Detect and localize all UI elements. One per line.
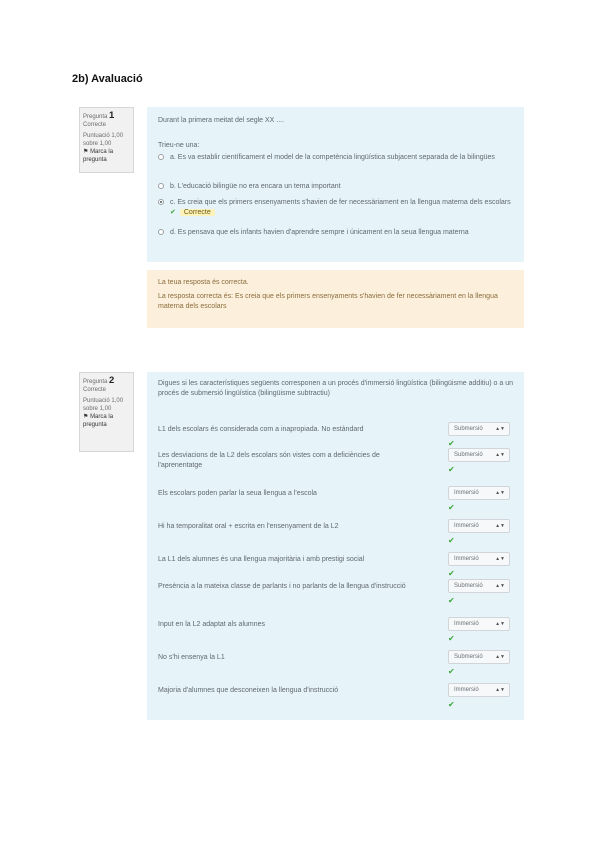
- question-number: 2: [109, 375, 115, 386]
- statement-text: L1 dels escolars és considerada com a inapropiada. No estàndard: [158, 426, 364, 433]
- question-label: Pregunta: [83, 114, 108, 120]
- statement-row: [158, 582, 523, 608]
- answer-select[interactable]: Immersió ▲▼: [448, 486, 510, 500]
- answer-select[interactable]: Immersió ▲▼: [448, 552, 510, 566]
- statement-text: Hi ha temporalitat oral + escrita en l'ensenyament de la L2: [158, 523, 339, 530]
- feedback-correct-answer: La resposta correcta és: Es creia que els primers ensenyaments s'havien de fer necessàriament en la llengua materna dels escolars: [158, 293, 498, 310]
- option-text: c. Es creia que els primers ensenyaments s'havien de fer necessàriament en la llengua materna dels escolars: [170, 199, 511, 206]
- statement-text: La L1 dels alumnes és una llengua majoritària i amb prestigi social: [158, 556, 365, 563]
- check-icon: ✔: [448, 667, 455, 676]
- option-c[interactable]: [158, 198, 513, 218]
- answer-select[interactable]: Submersió ▲▼: [448, 422, 510, 436]
- question-label: Pregunta: [83, 379, 108, 385]
- radio-button[interactable]: [158, 229, 164, 235]
- check-icon: ✔: [448, 439, 455, 448]
- flag-label: Marca la pregunta: [83, 149, 114, 163]
- check-icon: ✔: [448, 503, 455, 512]
- statement-text: Les desviacions de la L2 dels escolars són vistes com a deficiències de l'aprenentatge: [158, 452, 380, 469]
- statement-text: Input en la L2 adaptat als alumnes: [158, 621, 266, 628]
- option-text: a. Es va establir científicament el model de la competència lingüística subjacent separada de la bilingües: [170, 154, 495, 161]
- check-icon: ✔: [448, 465, 455, 474]
- answer-select[interactable]: Submersió ▲▼: [448, 448, 510, 462]
- chevron-updown-icon: ▲▼: [495, 583, 505, 589]
- correct-badge: Correcte: [180, 209, 215, 216]
- option-b[interactable]: [158, 182, 513, 192]
- answer-select[interactable]: Immersió ▲▼: [448, 519, 510, 533]
- statement-row: [158, 489, 523, 515]
- question-2-content: [147, 372, 524, 720]
- option-d[interactable]: [158, 228, 513, 238]
- question-1-feedback: [147, 270, 524, 328]
- chevron-updown-icon: ▲▼: [495, 621, 505, 627]
- chevron-updown-icon: ▲▼: [495, 452, 505, 458]
- question-status: Correcte: [83, 122, 107, 128]
- chevron-updown-icon: ▲▼: [495, 654, 505, 660]
- question-text: Durant la primera meitat del segle XX ....: [158, 117, 285, 124]
- check-icon: ✔: [448, 569, 455, 578]
- answer-select[interactable]: Immersió ▲▼: [448, 683, 510, 697]
- answer-select[interactable]: Submersió ▲▼: [448, 650, 510, 664]
- option-a[interactable]: [158, 153, 513, 163]
- question-number: 1: [109, 110, 115, 121]
- question-1-content: [147, 107, 524, 262]
- question-score: Puntuació 1,00 sobre 1,00: [83, 398, 124, 412]
- statement-row: [158, 620, 523, 646]
- flag-label: Marca la pregunta: [83, 414, 114, 428]
- statement-row: [158, 451, 523, 477]
- statement-text: No s'hi ensenya la L1: [158, 654, 225, 661]
- chevron-updown-icon: ▲▼: [495, 556, 505, 562]
- statement-row: [158, 686, 523, 712]
- feedback-result: La teua resposta és correcta.: [158, 279, 249, 286]
- radio-button[interactable]: [158, 183, 164, 189]
- statement-text: Presència a la mateixa classe de parlants i no parlants de la llengua d'instrucció: [158, 583, 406, 590]
- question-text: Digues si les característiques següents corresponen a un procés d'immersió lingüística (bilingüisme additiu) o a un procés de submersió lingüística (bilingüisme subtractiu): [158, 380, 514, 397]
- check-icon: ✔: [448, 596, 455, 605]
- answer-select[interactable]: Immersió ▲▼: [448, 617, 510, 631]
- question-1-info: [79, 107, 134, 173]
- question-score: Puntuació 1,00 sobre 1,00: [83, 133, 124, 147]
- answer-select[interactable]: Submersió ▲▼: [448, 579, 510, 593]
- flag-question-button[interactable]: [83, 413, 130, 429]
- check-icon: ✔: [448, 700, 455, 709]
- statement-row: [158, 522, 523, 548]
- question-status: Correcte: [83, 387, 107, 393]
- chevron-updown-icon: ▲▼: [495, 687, 505, 693]
- statement-text: Els escolars poden parlar la seua llengua a l'escola: [158, 490, 317, 497]
- option-text: d. Es pensava que els infants havien d'aprendre sempre i únicament en la seua llengua materna: [170, 229, 469, 236]
- statement-row: [158, 555, 523, 581]
- check-icon: ✔: [170, 209, 176, 216]
- chevron-updown-icon: ▲▼: [495, 523, 505, 529]
- chevron-updown-icon: ▲▼: [495, 490, 505, 496]
- flag-question-button[interactable]: [83, 148, 130, 164]
- chevron-updown-icon: ▲▼: [495, 426, 505, 432]
- statement-row: [158, 653, 523, 679]
- check-icon: ✔: [448, 634, 455, 643]
- radio-button-selected[interactable]: [158, 199, 164, 205]
- flag-icon: ⚑: [83, 414, 89, 420]
- answer-prompt: Trieu-ne una:: [158, 142, 200, 149]
- question-2-info: [79, 372, 134, 452]
- statement-text: Majoria d'alumnes que desconeixen la llengua d'instrucció: [158, 687, 339, 694]
- option-text: b. L'educació bilingüe no era encara un tema important: [170, 183, 341, 190]
- flag-icon: ⚑: [83, 149, 89, 155]
- page-title: 2b) Avaluació: [72, 73, 143, 85]
- check-icon: ✔: [448, 536, 455, 545]
- radio-button[interactable]: [158, 154, 164, 160]
